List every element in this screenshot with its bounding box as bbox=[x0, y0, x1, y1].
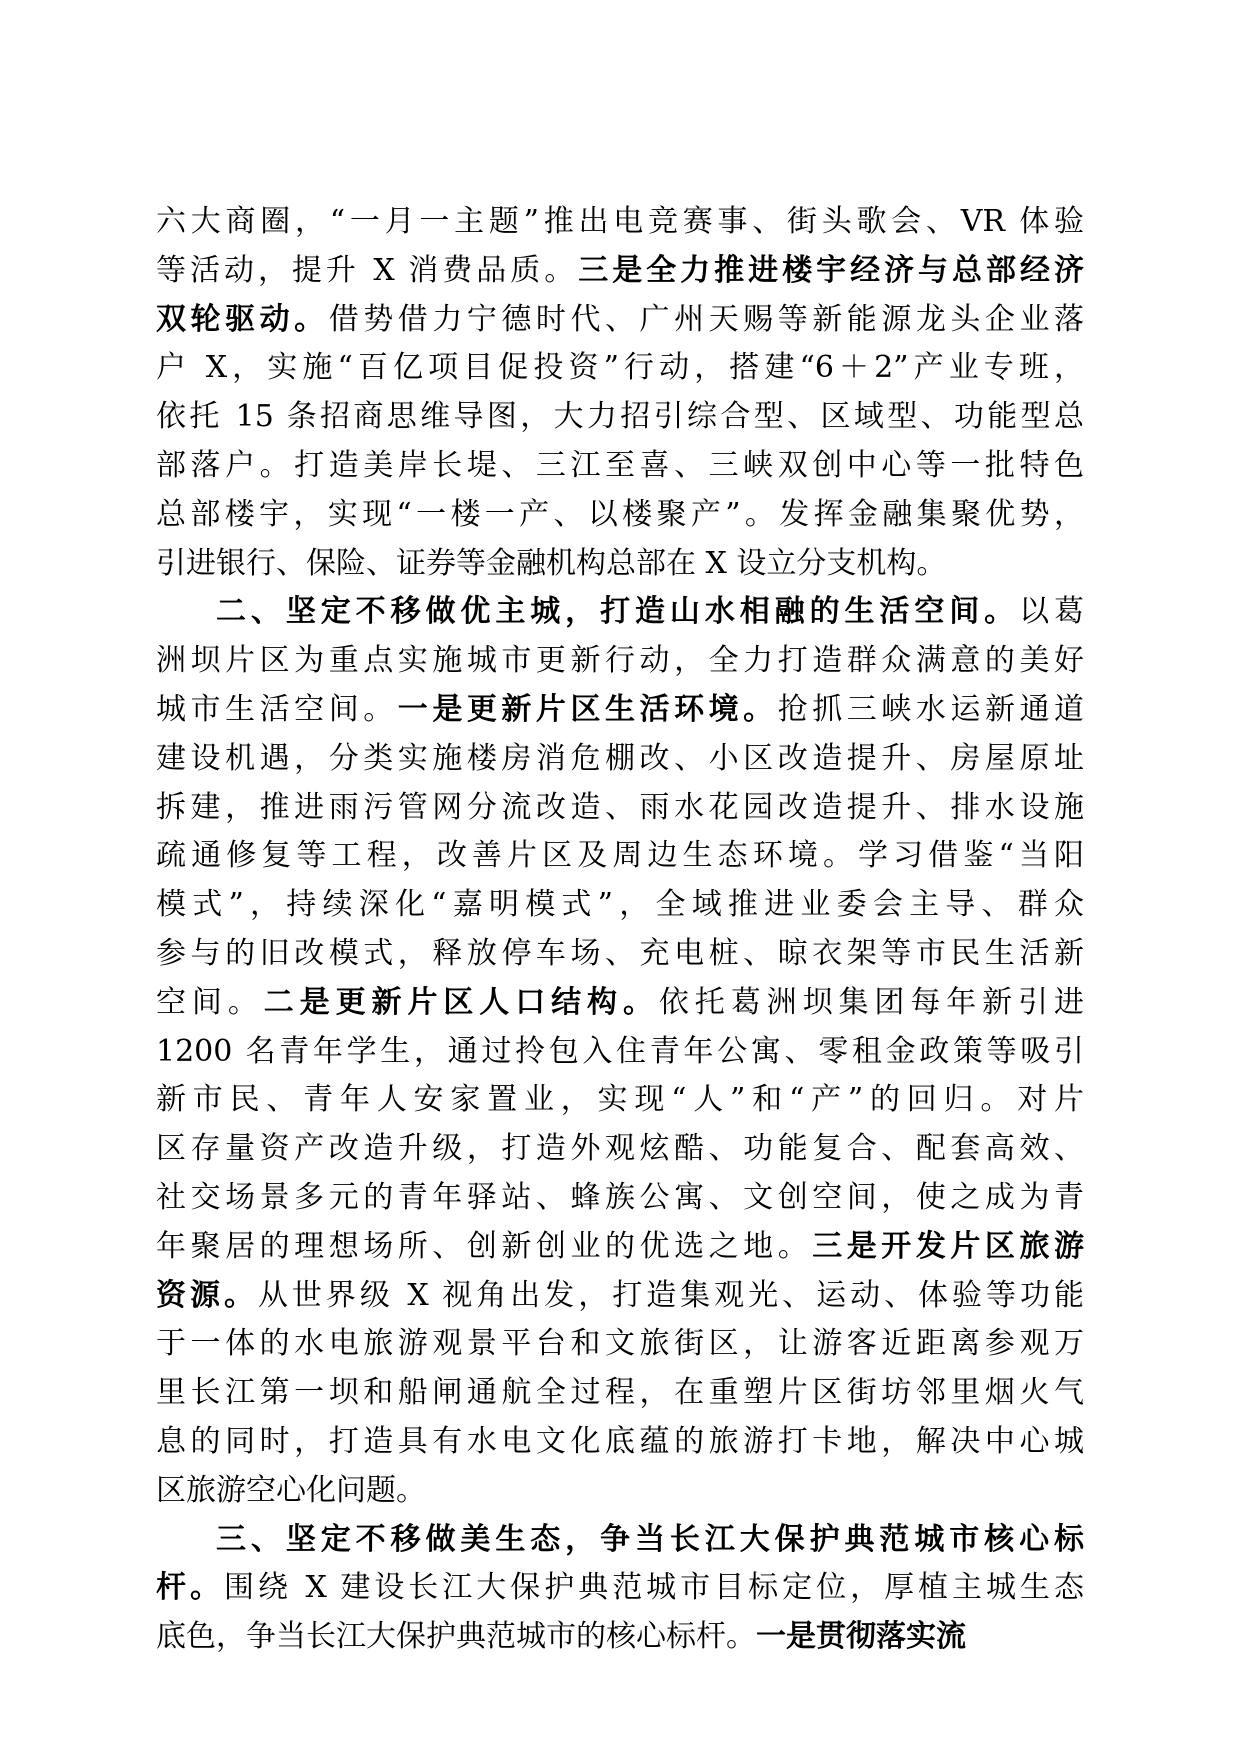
text-run: 依托 15 条招商思维导图，大力招引综合型、区域型、功能型总 bbox=[156, 399, 1084, 435]
text-run: 息的同时，打造具有水电文化底蕴的旅游打卡地，解决中心城 bbox=[156, 1423, 1084, 1459]
text-run: 总部楼宇，实现“一楼一产、以楼聚产”。发挥金融集聚优势， bbox=[156, 496, 1084, 532]
text-run: 于一体的水电旅游观景平台和文旅街区，让游客近距离参观万 bbox=[156, 1326, 1084, 1362]
text-line bbox=[156, 1028, 1084, 1077]
text-run: 参与的旧改模式，释放停车场、充电桩、晾衣架等市民生活新 bbox=[156, 935, 1084, 971]
text-line bbox=[156, 491, 1084, 540]
paragraph bbox=[156, 588, 1084, 1515]
bold-text-run: 二、坚定不移做优主城，打造山水相融的生活空间。 bbox=[216, 594, 1020, 630]
text-run: 抢抓三峡水运新通道 bbox=[777, 691, 1085, 727]
text-line bbox=[156, 1418, 1084, 1467]
text-run: 部落户。打造美岸长堤、三江至喜、三峡双创中心等一批特色 bbox=[156, 447, 1084, 483]
text-line bbox=[156, 1369, 1084, 1418]
text-run: 建设机遇，分类实施楼房消危棚改、小区改造提升、房屋原址 bbox=[156, 740, 1084, 776]
text-line bbox=[156, 588, 1084, 637]
text-line bbox=[156, 1613, 1084, 1662]
text-run: 新市民、青年人安家置业，实现“人”和“产”的回归。对片 bbox=[156, 1082, 1084, 1118]
text-run: 城市生活空间。 bbox=[156, 691, 398, 727]
text-line bbox=[156, 442, 1084, 491]
text-run: 围绕 X 建设长江大保护典范城市目标定位，厚植主城生态 bbox=[223, 1570, 1084, 1606]
text-line bbox=[156, 1516, 1084, 1565]
text-line bbox=[156, 930, 1084, 979]
text-line bbox=[156, 1076, 1084, 1125]
document-body bbox=[156, 198, 1084, 1662]
text-line bbox=[156, 247, 1084, 296]
text-run: 洲坝片区为重点实施城市更新行动，全力打造群众满意的美好 bbox=[156, 643, 1084, 679]
paragraph bbox=[156, 198, 1084, 588]
text-line bbox=[156, 296, 1084, 345]
text-line bbox=[156, 881, 1084, 930]
text-line bbox=[156, 1467, 1084, 1516]
bold-text-run: 一是贯彻落实流 bbox=[756, 1619, 966, 1655]
text-run: 引进银行、保险、证券等金融机构总部在 X 设立分支机构。 bbox=[156, 545, 947, 581]
text-line bbox=[156, 686, 1084, 735]
text-run: 社交场景多元的青年驿站、蜂族公寓、文创空间，使之成为青 bbox=[156, 1179, 1084, 1215]
text-run: 等活动，提升 X 消费品质。 bbox=[156, 252, 579, 288]
text-run: 以葛 bbox=[1019, 594, 1085, 630]
text-run: 拆建，推进雨污管网分流改造、雨水花园改造提升、排水设施 bbox=[156, 789, 1084, 825]
text-run: 模式”，持续深化“嘉明模式”，全域推进业委会主导、群众 bbox=[156, 887, 1084, 923]
text-line bbox=[156, 979, 1084, 1028]
text-run: 年聚居的理想场所、创新创业的优选之地。 bbox=[156, 1228, 813, 1264]
text-run: 疏通修复等工程，改善片区及周边生态环境。学习借鉴“当阳 bbox=[156, 838, 1084, 874]
text-run: 区存量资产改造升级，打造外观炫酷、功能复合、配套高效、 bbox=[156, 1131, 1084, 1167]
text-line bbox=[156, 784, 1084, 833]
text-run: 空间。 bbox=[156, 984, 264, 1020]
text-run: 1200 名青年学生，通过拎包入住青年公寓、零租金政策等吸引 bbox=[156, 1033, 1084, 1069]
text-run: 六大商圈，“一月一主题”推出电竞赛事、街头歌会、VR 体验 bbox=[156, 204, 1084, 239]
bold-text-run: 三是开发片区旅游 bbox=[812, 1228, 1085, 1264]
text-run: 从世界级 X 视角出发，打造集观光、运动、体验等功能 bbox=[257, 1277, 1084, 1313]
text-line bbox=[156, 344, 1084, 393]
text-line bbox=[156, 1564, 1084, 1613]
text-run: 借势借力宁德时代、广州天赐等新能源龙头企业落 bbox=[328, 301, 1085, 337]
bold-text-run: 三是全力推进楼宇经济与总部经济 bbox=[578, 252, 1084, 288]
bold-text-run: 一是更新片区生活环境。 bbox=[397, 691, 778, 727]
text-run: 户 X，实施“百亿项目促投资”行动，搭建“6＋2”产业专班， bbox=[156, 350, 1084, 386]
text-run: 里长江第一坝和船闸通航全过程，在重塑片区街坊邻里烟火气 bbox=[156, 1375, 1084, 1411]
text-line bbox=[156, 198, 1084, 247]
paragraph bbox=[156, 1516, 1084, 1662]
text-line bbox=[156, 1174, 1084, 1223]
text-line bbox=[156, 1272, 1084, 1321]
bold-text-run: 二是更新片区人口结构。 bbox=[263, 984, 659, 1020]
text-line bbox=[156, 393, 1084, 442]
text-line bbox=[156, 637, 1084, 686]
text-run: 区旅游空心化问题。 bbox=[156, 1472, 426, 1508]
text-run: 依托葛洲坝集团每年新引进 bbox=[658, 984, 1085, 1020]
text-line bbox=[156, 1223, 1084, 1272]
bold-text-run: 资源。 bbox=[156, 1277, 258, 1313]
text-line bbox=[156, 735, 1084, 784]
text-line bbox=[156, 832, 1084, 881]
bold-text-run: 双轮驱动。 bbox=[156, 301, 329, 337]
text-line bbox=[156, 1125, 1084, 1174]
bold-text-run: 杆。 bbox=[156, 1570, 224, 1606]
bold-text-run: 三、坚定不移做美生态，争当长江大保护典范城市核心标 bbox=[216, 1521, 1084, 1557]
text-run: 底色，争当长江大保护典范城市的核心标杆。 bbox=[156, 1619, 756, 1655]
text-line bbox=[156, 540, 1084, 589]
text-line bbox=[156, 1320, 1084, 1369]
